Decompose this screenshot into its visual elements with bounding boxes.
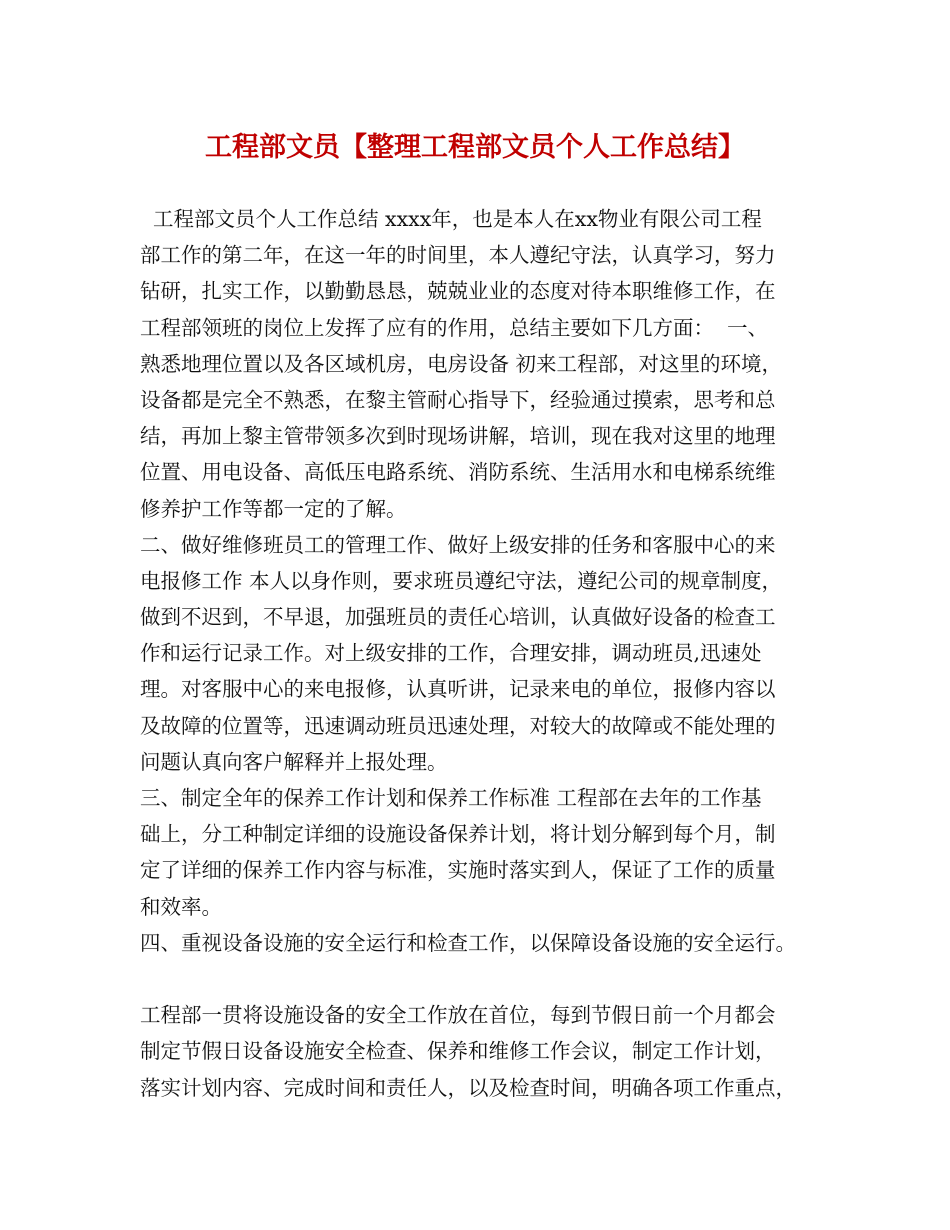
- document-body: [140, 201, 830, 1106]
- body-line: 和效率。: [140, 894, 222, 919]
- body-line: 落实计划内容、完成时间和责任人，以及检查时间，明确各项工作重点，: [140, 1075, 796, 1100]
- body-line: 电报修工作 本人以身作则，要求班员遵纪守法，遵纪公司的规章制度，: [140, 568, 783, 593]
- body-line: 结，再加上黎主管带领多次到时现场讲解，培训，现在我对这里的地理: [140, 424, 776, 449]
- body-line: 钻研，扎实工作，以勤勤恳恳，兢兢业业的态度对待本职维修工作，在: [140, 279, 776, 304]
- body-line: 工程部文员个人工作总结 xxxx年，也是本人在xx物业有限公司工程: [140, 207, 762, 231]
- body-line: 及故障的位置等，迅速调动班员迅速处理，对较大的故障或不能处理的: [140, 713, 776, 738]
- document-title: 工程部文员【整理工程部文员个人工作总结】: [205, 132, 745, 163]
- body-line: 熟悉地理位置以及各区域机房，电房设备 初来工程部，对这里的环境，: [140, 351, 783, 376]
- body-line: 位置、用电设备、高低压电路系统、消防系统、生活用水和电梯系统维: [140, 460, 776, 485]
- body-line: 理。对客服中心的来电报修，认真听讲，记录来电的单位，报修内容以: [140, 677, 776, 702]
- body-line: 四、重视设备设施的安全运行和检查工作，以保障设备设施的安全运行。: [140, 930, 796, 955]
- body-line: 制定节假日设备设施安全检查、保养和维修工作会议，制定工作计划，: [140, 1039, 776, 1064]
- body-line: [140, 961, 830, 997]
- body-line: 工程部一贯将设施设备的安全工作放在首位，每到节假日前一个月都会: [140, 1003, 776, 1028]
- body-line: 础上，分工种制定详细的设施设备保养计划，将计划分解到每个月，制: [140, 822, 776, 847]
- body-line: 定了详细的保养工作内容与标准，实施时落实到人，保证了工作的质量: [140, 858, 776, 883]
- body-line: 做到不迟到，不早退，加强班员的责任心培训，认真做好设备的检查工: [140, 605, 776, 630]
- body-line: 工程部领班的岗位上发挥了应有的作用，总结主要如下几方面： 一、: [140, 315, 769, 340]
- body-line: 二、做好维修班员工的管理工作、做好上级安排的任务和客服中心的来: [140, 532, 776, 557]
- body-line: 三、制定全年的保养工作计划和保养工作标准 工程部在去年的工作基: [140, 786, 762, 810]
- body-line: 部工作的第二年，在这一年的时间里，本人遵纪守法，认真学习，努力: [140, 243, 776, 268]
- body-line: 作和运行记录工作。对上级安排的工作，合理安排，调动班员,迅速处: [140, 641, 762, 666]
- body-line: 修养护工作等都一定的了解。: [140, 496, 407, 521]
- body-line: 问题认真向客户解释并上报处理。: [140, 749, 448, 774]
- body-line: 设备都是完全不熟悉，在黎主管耐心指导下，经验通过摸索，思考和总: [140, 387, 776, 412]
